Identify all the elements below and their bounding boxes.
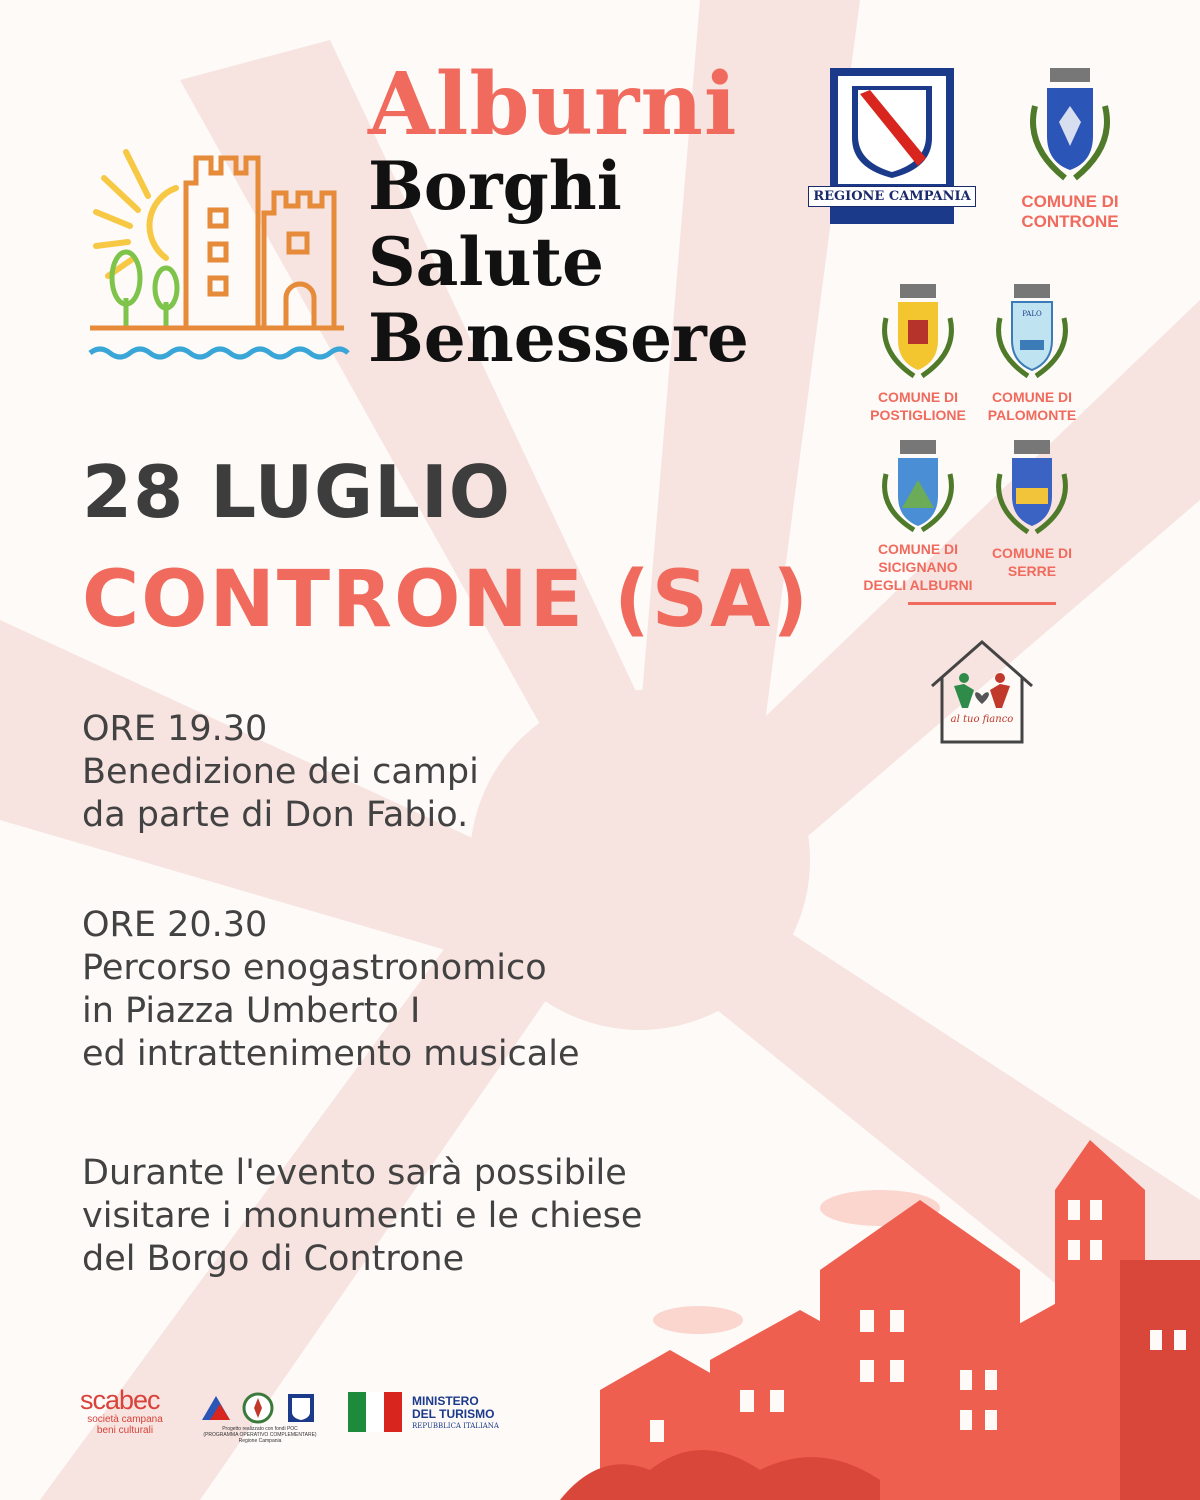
poc-line-3: Regione Campania [238,1438,282,1444]
event-title-block [368,54,749,377]
program-item-1 [82,708,479,837]
controne-crest-icon [1025,66,1115,186]
subtitle-benessere: Benessere [368,299,749,377]
program-item-1-line-2: da parte di Don Fabio. [82,795,469,835]
program-item-2-line-2: in Piazza Umberto I [82,991,421,1031]
comune-controne-label-1: COMUNE DI [1021,192,1119,211]
regione-campania-logo [808,68,976,228]
scabec-logo [80,1386,180,1436]
comune-palomonte-label-2: PALOMONTE [987,407,1077,423]
ministero-line-1: MINISTERO [412,1394,479,1408]
program-item-2-line-1: Percorso enogastronomico [82,948,547,988]
program-item-2-line-3: ed intrattenimento musicale [82,1034,580,1074]
comune-serre-label-2: SERRE [1007,563,1057,579]
poc-line-1: Progetto realizzato con fondi POC [222,1426,298,1432]
program-item-2 [82,904,580,1076]
program-item-2-time: ORE 20.30 [82,905,268,945]
comune-postiglione-label-1: COMUNE DI [877,389,959,405]
comune-controne-logo [1000,66,1140,230]
subtitle-salute: Salute [368,223,604,301]
ministero-sub: REPUBBLICA ITALIANA [412,1422,499,1430]
scabec-sub-2: beni culturali [96,1425,154,1436]
event-note-line-3: del Borgo di Controne [82,1239,465,1279]
comune-controne-label-2: CONTRONE [1021,212,1119,231]
event-date: 28 LUGLIO [82,450,512,534]
comune-postiglione-label-2: POSTIGLIONE [870,407,966,423]
ministero-line-2: DEL TURISMO [412,1407,495,1421]
poc-line-2: (PROGRAMMA OPERATIVO COMPLEMENTARE) [203,1432,317,1438]
subtitle-borghi: Borghi [368,147,622,225]
house-family-icon [928,638,1036,746]
comune-serre-label-1: COMUNE DI [991,545,1073,561]
logo-divider [908,602,1056,605]
event-note [82,1152,642,1281]
poc-text [198,1426,322,1444]
palomonte-shield-text: PALO [1022,310,1042,318]
comune-palomonte-logo [962,282,1102,422]
ministero-name [412,1395,494,1421]
town-illustration [560,1130,1200,1500]
poc-logos-icon [200,1390,320,1426]
serre-crest-icon [992,438,1072,538]
al-tuo-fianco-logo [928,638,1036,746]
scabec-sub-1: società campana [87,1414,163,1425]
scabec-name: scabec [80,1385,160,1415]
ministero-turismo-logo [348,1390,508,1436]
postiglione-crest-icon [878,282,958,382]
palomonte-crest-icon [992,282,1072,382]
al-tuo-fianco-text: al tuo fianco [950,714,1014,725]
comune-sicignano-label-1: COMUNE DI [877,541,959,557]
italian-flag-icon [348,1392,402,1432]
event-note-line-1: Durante l'evento sarà possibile [82,1153,627,1193]
event-note-line-2: visitare i monumenti e le chiese [82,1196,643,1236]
comune-sicignano-label-3: DEGLI ALBURNI [863,577,973,593]
regione-campania-label: REGIONE CAMPANIA [808,186,976,207]
event-place: CONTRONE (SA) [82,555,810,645]
title-alburni: Alburni [368,54,738,155]
comune-sicignano-label-2: SICIGNANO [878,559,958,575]
sicignano-crest-icon [878,438,958,534]
alburni-logo-icon [86,148,356,368]
program-item-1-line-1: Benedizione dei campi [82,752,479,792]
program-item-1-time: ORE 19.30 [82,709,268,749]
comune-serre-logo [962,438,1102,578]
comune-palomonte-label-1: COMUNE DI [991,389,1073,405]
